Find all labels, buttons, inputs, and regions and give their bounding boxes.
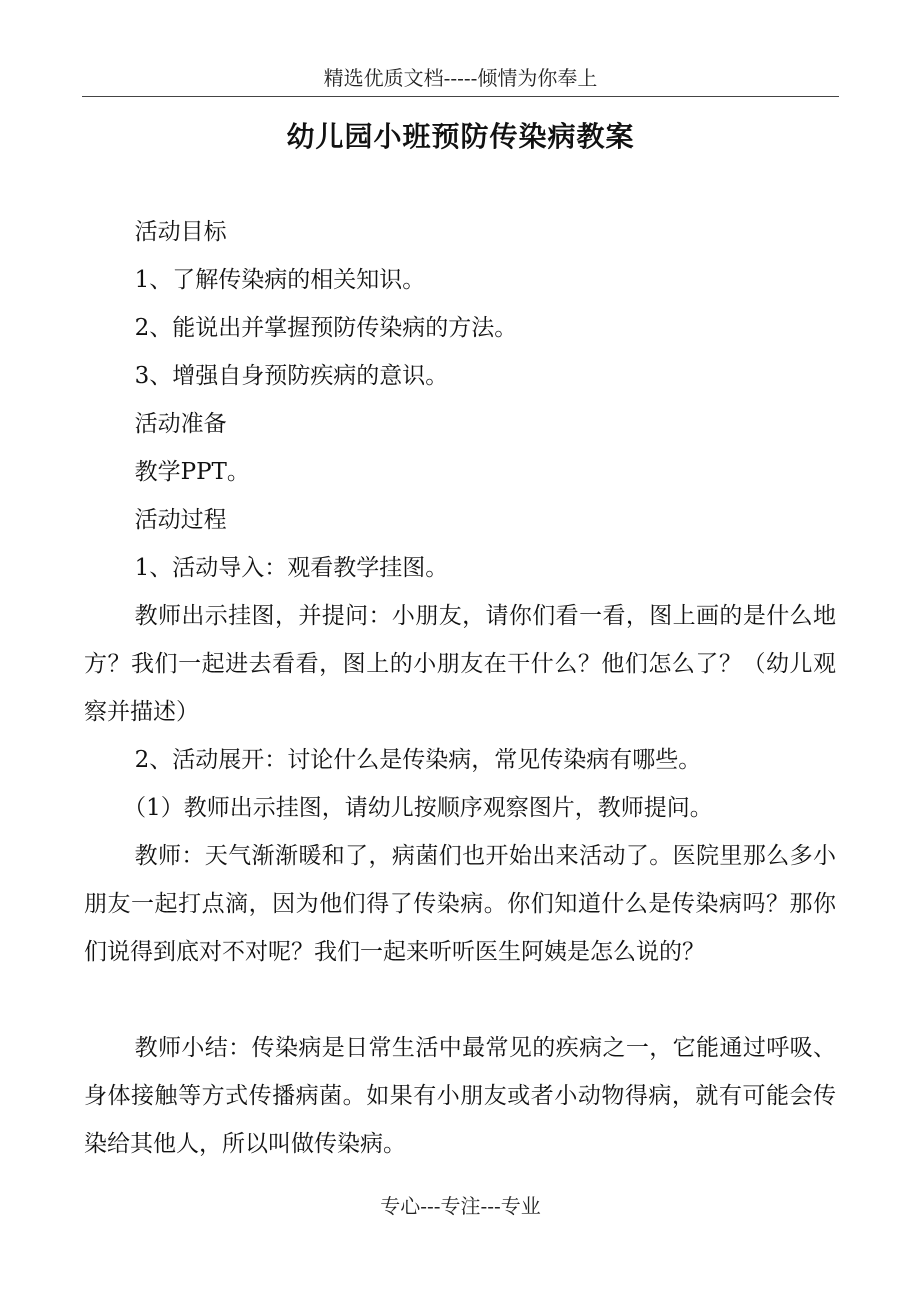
list-item: 2、能说出并掌握预防传染病的方法。 bbox=[134, 315, 518, 341]
page-header: 精选优质文档-----倾情为你奉上 bbox=[323, 66, 598, 90]
section-heading: 活动目标 bbox=[134, 219, 227, 245]
list-item: 2、活动展开：讨论什么是传染病，常见传染病有哪些。 bbox=[134, 747, 702, 773]
paragraph: 教师：天气渐渐暖和了，病菌们也开始出来活动了。医院里那么多小朋友一起打点滴，因为他们得了传染病。你们知道什么是传染病吗？那你们说得到底对不对呢？我们一起来听听医生阿姨是怎么说的？ bbox=[84, 843, 836, 965]
blank-line bbox=[84, 976, 836, 1024]
paragraph: 教学PPT。 bbox=[134, 459, 250, 485]
header-divider bbox=[82, 96, 839, 97]
list-item: 3、增强自身预防疾病的意识。 bbox=[134, 363, 449, 389]
list-item: 1、了解传染病的相关知识。 bbox=[134, 267, 426, 293]
document-body bbox=[84, 208, 836, 1168]
section-heading: 活动过程 bbox=[134, 507, 227, 533]
list-item: （1）教师出示挂图，请幼儿按顺序观察图片，教师提问。 bbox=[123, 795, 713, 821]
list-item: 1、活动导入：观看教学挂图。 bbox=[134, 555, 449, 581]
section-heading: 活动准备 bbox=[134, 411, 227, 437]
paragraph: 教师小结：传染病是日常生活中最常见的疾病之一，它能通过呼吸、身体接触等方式传播病菌。如果有小朋友或者小动物得病，就有可能会传染给其他人，所以叫做传染病。 bbox=[84, 1035, 836, 1157]
paragraph: 教师出示挂图，并提问：小朋友，请你们看一看，图上画的是什么地方？我们一起进去看看，图上的小朋友在干什么？他们怎么了？（幼儿观察并描述） bbox=[84, 603, 836, 725]
document-title: 幼儿园小班预防传染病教案 bbox=[286, 120, 635, 153]
page-footer: 专心---专注---专业 bbox=[380, 1194, 541, 1218]
